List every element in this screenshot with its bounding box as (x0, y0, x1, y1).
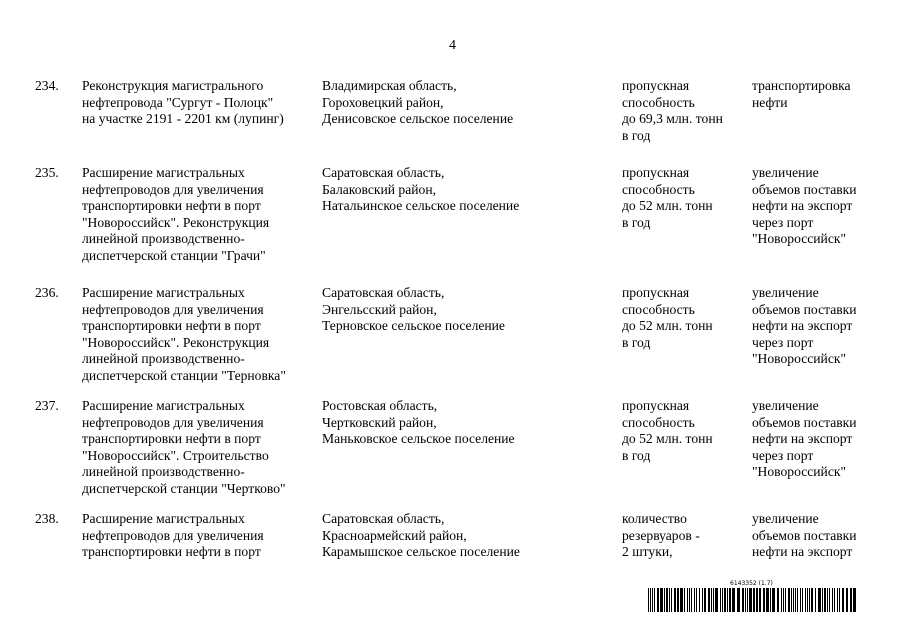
object-name: Расширение магистральных нефтепроводов для увеличения транспортировки нефти в порт "Новороссийск". Строительство линейной производственно- диспетчерской станции "Чертково" (82, 398, 286, 496)
object-purpose: транспортировка нефти (752, 78, 851, 110)
object-location: Саратовская область, Балаковский район, Натальинское сельское поселение (322, 165, 520, 214)
object-name: Расширение магистральных нефтепроводов для увеличения транспортировки нефти в порт "Новороссийск". Реконструкция линейной производственно- диспетчерской станции "Грачи" (82, 165, 270, 263)
object-capacity: пропускная способность до 52 млн. тонн в год (622, 285, 713, 350)
row-number: 237. (35, 398, 59, 413)
object-location: Саратовская область, Красноармейский район, Карамышское сельское поселение (322, 511, 520, 560)
row-number: 235. (35, 165, 59, 180)
object-purpose: увеличение объемов поставки нефти на экспорт (752, 511, 857, 560)
object-capacity: пропускная способность до 52 млн. тонн в год (622, 398, 713, 463)
object-purpose: увеличение объемов поставки нефти на экспорт через порт "Новороссийск" (752, 285, 857, 367)
object-name: Реконструкция магистрального нефтепровода "Сургут - Полоцк" на участке 2191 - 2201 км (лупинг) (82, 78, 284, 127)
barcode-icon (648, 588, 858, 612)
row-number: 236. (35, 285, 59, 300)
object-capacity: количество резервуаров - 2 штуки, (622, 511, 700, 560)
object-location: Владимирская область, Гороховецкий район, Денисовское сельское поселение (322, 78, 514, 127)
object-location: Саратовская область, Энгельсский район, Терновское сельское поселение (322, 285, 505, 334)
object-purpose: увеличение объемов поставки нефти на экспорт через порт "Новороссийск" (752, 165, 857, 247)
object-capacity: пропускная способность до 69,3 млн. тонн в год (622, 78, 723, 143)
object-purpose: увеличение объемов поставки нефти на экспорт через порт "Новороссийск" (752, 398, 857, 480)
barcode (648, 580, 858, 612)
object-name: Расширение магистральных нефтепроводов для увеличения транспортировки нефти в порт "Новороссийск". Реконструкция линейной производственно- диспетчерской станции "Терновка" (82, 285, 286, 383)
object-location: Ростовская область, Чертковский район, Маньковское сельское поселение (322, 398, 515, 447)
row-number: 238. (35, 511, 59, 526)
object-capacity: пропускная способность до 52 млн. тонн в год (622, 165, 713, 230)
row-number: 234. (35, 78, 59, 93)
page-number: 4 (449, 38, 456, 53)
object-name: Расширение магистральных нефтепроводов для увеличения транспортировки нефти в порт (82, 511, 264, 560)
barcode-caption: 6143352 (1.7) (730, 580, 773, 587)
